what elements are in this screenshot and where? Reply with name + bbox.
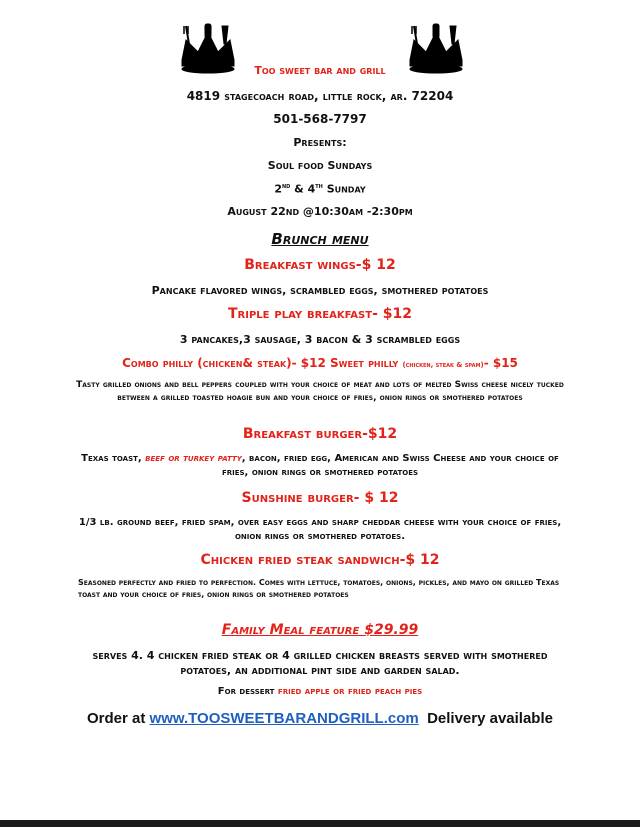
bottom-border bbox=[0, 820, 640, 827]
business-name: Too sweet bar and grill bbox=[254, 64, 386, 77]
dessert-line: For dessert fried apple or fried peach pies bbox=[217, 686, 423, 697]
item-name: Sunshine burger- $ 12 bbox=[241, 490, 399, 506]
schedule: 2nd & 4th Sunday bbox=[274, 182, 366, 196]
item-description: 1/3 lb. ground beef, fried spam, over easy eggs and sharp cheddar cheese with your choice of fries, onion rings or smothered potatoes. bbox=[78, 517, 562, 542]
item-description: Pancake flavored wings, scrambled eggs, smothered potatoes bbox=[151, 284, 489, 297]
item-description: Seasoned perfectly and fried to perfection. Comes with lettuce, tomatoes, onions, pickles, and mayo on grilled Texas toast and your choice of fries, onion rings or smothered potatoes bbox=[78, 578, 560, 599]
item-name: Triple play breakfast- $12 bbox=[228, 306, 412, 322]
item-description: 3 pancakes,3 sausage, 3 bacon & 3 scrambled eggs bbox=[179, 333, 461, 346]
event-name: Soul food Sundays bbox=[267, 159, 373, 172]
item-description: serves 4. 4 chicken fried steak or 4 grilled chicken breasts served with smothered potatoes, an additional pint side and garden salad. bbox=[92, 649, 548, 677]
menu-title: Brunch menu bbox=[271, 230, 369, 248]
address: 4819 stagecoach road, little rock, ar. 72204 bbox=[186, 89, 454, 103]
item-description: Texas toast, beef or turkey patty, bacon, fried egg, American and Swiss Cheese and your choice of fries, onion rings or smothered potatoes bbox=[81, 453, 559, 478]
presents-label: Presents: bbox=[293, 136, 347, 149]
item-name: Family Meal feature $29.99 bbox=[221, 622, 419, 638]
item-name: Combo philly (chicken& steak)- $12 Sweet philly (chicken, steak & spam)- $15 bbox=[122, 356, 518, 370]
phone-number: 501-568-7797 bbox=[273, 112, 367, 126]
item-name: Breakfast burger-$12 bbox=[242, 426, 398, 442]
event-date-time: August 22nd @10:30am -2:30pm bbox=[227, 205, 413, 218]
order-line: Order at www.TOOSWEETBARANDGRILL.com Delivery available bbox=[87, 710, 553, 727]
item-name: Chicken fried steak sandwich-$ 12 bbox=[200, 552, 440, 568]
item-name: Breakfast wings-$ 12 bbox=[244, 257, 396, 273]
item-description: Tasty grilled onions and bell peppers coupled with your choice of meat and lots of melted Swiss cheese nicely tucked between a grilled toasted hoagie bun and your choice of fries, onion rings or smothered potatoes bbox=[76, 380, 564, 403]
website-link[interactable]: www.TOOSWEETBARANDGRILL.com bbox=[149, 710, 419, 727]
